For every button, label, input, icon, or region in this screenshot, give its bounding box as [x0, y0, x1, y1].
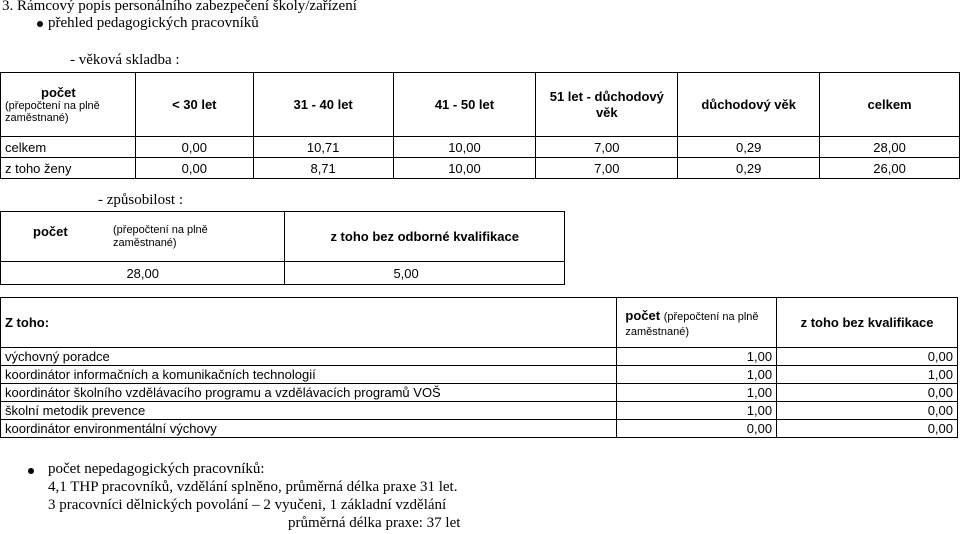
count-header-cell [1, 212, 285, 262]
table-row [1, 158, 960, 179]
age-col-header: 41 - 50 let [393, 73, 536, 137]
non-pedagogical-staff-heading: počet nepedagogických pracovníků: [48, 461, 265, 477]
count-header: počet [625, 307, 661, 323]
table-row [1, 366, 958, 384]
table-row [1, 262, 565, 285]
bullet-icon [28, 468, 34, 474]
bullet-icon [37, 21, 43, 27]
qualification-table [0, 211, 565, 285]
table-cell: 10,00 [393, 158, 536, 179]
table-row [1, 420, 958, 438]
table-cell: 1,00 [617, 402, 777, 420]
count-header-sub: (přepočtení na plně zaměstnané) [625, 310, 759, 338]
row-label: koordinátor školního vzdělávacího programu a vzdělávacích programů VOŠ [1, 384, 617, 402]
age-col-header: důchodový věk [678, 73, 820, 137]
row-label: koordinátor environmentální výchovy [1, 420, 617, 438]
count-header: počet [33, 223, 68, 239]
table-cell: 1,00 [617, 384, 777, 402]
non-pedagogical-line: průměrná délka praxe: 37 let [288, 515, 461, 531]
table-cell: 10,00 [393, 137, 536, 158]
age-col-header: < 30 let [135, 73, 253, 137]
table-cell: 28,00 [820, 137, 960, 158]
table-cell: 7,00 [536, 137, 678, 158]
table-cell: 10,71 [253, 137, 393, 158]
table-cell: 26,00 [820, 158, 960, 179]
age-structure-title: - věková skladba : [70, 52, 180, 68]
row-label: z toho ženy [1, 158, 136, 179]
pedagogical-staff-heading: přehled pedagogických pracovníků [48, 15, 259, 31]
count-header: počet [41, 85, 76, 100]
table-cell: 5,00 [285, 262, 565, 285]
count-header-sub: (přepočtení na plně zaměstnané) [113, 223, 208, 249]
count-header-cell [1, 73, 136, 137]
age-col-header: 31 - 40 let [253, 73, 393, 137]
age-col-header: celkem [820, 73, 960, 137]
table-row [1, 348, 958, 366]
table-cell: 7,00 [536, 158, 678, 179]
row-label: školní metodik prevence [1, 402, 617, 420]
table-cell: 0,00 [777, 348, 958, 366]
table-cell: 0,29 [678, 137, 820, 158]
roles-header [1, 298, 958, 348]
count-header-cell [617, 298, 777, 348]
row-label: koordinátor informačních a komunikačních technologií [1, 366, 617, 384]
table-cell: 0,00 [777, 384, 958, 402]
roles-table [0, 297, 958, 438]
table-cell: 1,00 [777, 366, 958, 384]
row-label: celkem [1, 137, 136, 158]
non-pedagogical-line: 4,1 THP pracovníků, vzdělání splněno, průměrná délka praxe 31 let. [48, 479, 458, 495]
age-table-header [1, 73, 960, 137]
row-label: výchovný poradce [1, 348, 617, 366]
section-heading: 3. Rámcový popis personálního zabezpečení školy/zařízení [2, 0, 357, 14]
table-cell: 1,00 [617, 348, 777, 366]
table-row [1, 384, 958, 402]
qualification-header [1, 212, 565, 262]
table-cell: 0,00 [135, 158, 253, 179]
table-cell: 1,00 [617, 366, 777, 384]
table-cell: 0,00 [135, 137, 253, 158]
table-row [1, 137, 960, 158]
age-structure-table [0, 72, 960, 179]
age-col-header: 51 let - důchodový věk [536, 73, 678, 137]
count-header-sub: (přepočtení na plně zaměstnané) [5, 100, 100, 124]
unqualified-header: z toho bez kvalifikace [777, 298, 958, 348]
qualification-title: - způsobilost : [98, 192, 183, 208]
unqualified-header: z toho bez odborné kvalifikace [285, 212, 565, 262]
table-cell: 0,00 [777, 420, 958, 438]
non-pedagogical-line: 3 pracovníci dělnických povolání – 2 vyučeni, 1 základní vzdělání [48, 497, 447, 513]
table-cell: 8,71 [253, 158, 393, 179]
table-cell: 0,00 [777, 402, 958, 420]
roles-label-header: Z toho: [1, 298, 617, 348]
table-cell: 0,29 [678, 158, 820, 179]
table-row [1, 402, 958, 420]
table-cell: 28,00 [1, 262, 285, 285]
table-cell: 0,00 [617, 420, 777, 438]
